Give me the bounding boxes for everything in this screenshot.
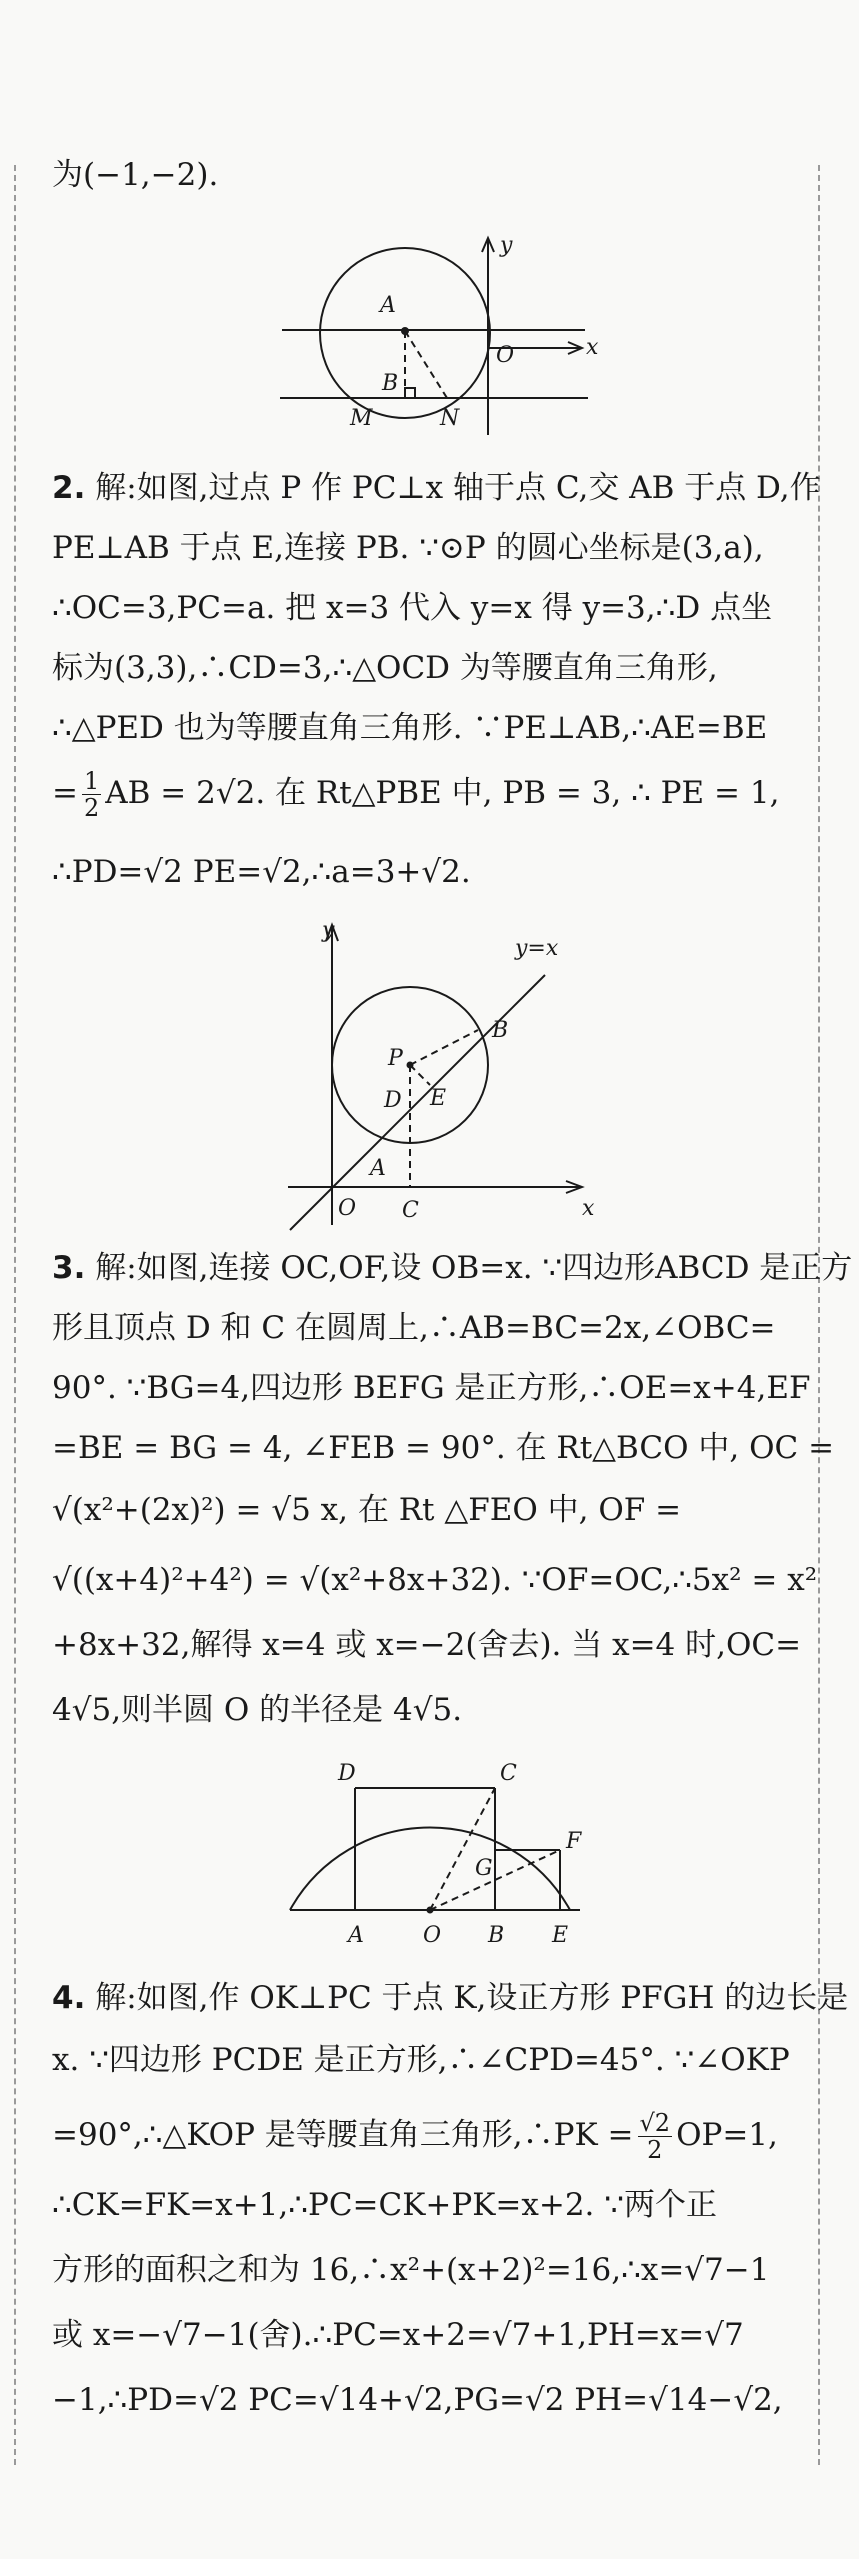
p4-line-7: −1,∴PD=√2 PC=√14+√2,PG=√2 PH=√14−√2, <box>52 2382 783 2418</box>
fig2-dash-pe <box>410 1065 430 1085</box>
p2-line-5: ∴△PED 也为等腰直角三角形. ∵PE⊥AB,∴AE=BE <box>52 710 768 746</box>
fig2-label-yx: y=x <box>515 936 559 961</box>
fig2-label-b: B <box>492 1018 509 1043</box>
p3-line-1 <box>52 1248 853 1288</box>
p4-number: 4. <box>52 1980 86 2016</box>
p3-line-8: 4√5,则半圆 O 的半径是 4√5. <box>52 1692 463 1728</box>
p3-line-7: +8x+32,解得 x=4 或 x=−2(舍去). 当 x=4 时,OC= <box>52 1627 802 1663</box>
fig2-label-e: E <box>430 1086 447 1111</box>
figure-2 <box>270 915 600 1235</box>
p2-line-7: ∴PD=√2 PE=√2,∴a=3+√2. <box>52 854 471 890</box>
p3-line-6: √((x+4)²+4²) = √(x²+8x+32). ∵OF=OC,∴5x² = x² <box>52 1562 818 1598</box>
fig1-label-o: O <box>496 343 515 368</box>
fig2-label-o: O <box>338 1196 357 1221</box>
fig1-label-y: y <box>500 233 513 258</box>
p4-fraction <box>638 2110 673 2163</box>
figure-1 <box>270 230 600 440</box>
p4-line-5: 方形的面积之和为 16,∴x²+(x+2)²=16,∴x=√7−1 <box>52 2252 770 2288</box>
fig3-label-a: A <box>348 1923 364 1948</box>
fig3-label-o: O <box>423 1923 442 1948</box>
left-margin-dashed-line <box>14 165 16 2465</box>
p3-line-5: √(x²+(2x)²) = √5 x, 在 Rt △FEO 中, OF = <box>52 1492 682 1528</box>
fig1-label-b: B <box>382 371 399 396</box>
p4-frac-bottom: 2 <box>647 2136 663 2164</box>
fig3-label-c: C <box>500 1761 517 1786</box>
right-margin-dashed-line <box>818 165 820 2465</box>
fig1-label-m: M <box>350 406 373 431</box>
p4-frac-top: √2 <box>639 2109 671 2137</box>
p2-line-4: 标为(3,3),∴CD=3,∴△OCD 为等腰直角三角形, <box>52 650 718 686</box>
fig3-label-g: G <box>475 1856 493 1881</box>
p2-line-3: ∴OC=3,PC=a. 把 x=3 代入 y=x 得 y=3,∴D 点坐 <box>52 590 773 626</box>
p2-number: 2. <box>52 470 86 506</box>
fig2-label-y: y <box>322 918 335 943</box>
fig1-right-angle <box>405 388 415 398</box>
p4-line-1 <box>52 1978 849 2018</box>
intro-line: 为(−1,−2). <box>52 157 219 193</box>
p4-text-1: 解:如图,作 OK⊥PC 于点 K,设正方形 PFGH 的边长是 <box>95 1980 849 2016</box>
p2-text-6a: = <box>52 775 78 811</box>
fig3-point-o <box>427 1907 434 1914</box>
p2-line-1 <box>52 468 821 508</box>
p3-line-3: 90°. ∵BG=4,四边形 BEFG 是正方形,∴OE=x+4,EF <box>52 1370 811 1406</box>
fig1-label-n: N <box>440 406 460 431</box>
p2-text-6b: AB = 2√2. 在 Rt△PBE 中, PB = 3, ∴ PE = 1, <box>105 775 780 811</box>
p3-line-4: =BE = BG = 4, ∠FEB = 90°. 在 Rt△BCO 中, OC = <box>52 1430 835 1466</box>
fig3-semicircle <box>290 1827 570 1910</box>
fig2-dash-pb <box>410 1030 478 1065</box>
p2-frac-bottom: 2 <box>83 794 100 822</box>
p4-text-3a: =90°,∴△KOP 是等腰直角三角形,∴PK = <box>52 2117 634 2153</box>
fig2-label-d: D <box>384 1088 402 1113</box>
fig3-dash-oc <box>430 1788 495 1910</box>
fig2-point-p <box>407 1062 414 1069</box>
fig2-label-p: P <box>388 1046 403 1071</box>
p3-number: 3. <box>52 1250 86 1286</box>
fig3-label-e: E <box>552 1923 569 1948</box>
p4-line-6: 或 x=−√7−1(舍).∴PC=x+2=√7+1,PH=x=√7 <box>52 2317 744 2353</box>
fig1-point-a <box>401 327 409 335</box>
fig3-label-d: D <box>338 1761 356 1786</box>
p2-text-1: 解:如图,过点 P 作 PC⊥x 轴于点 C,交 AB 于点 D,作 <box>95 470 821 506</box>
p2-line-6 <box>52 768 792 821</box>
p3-line-2: 形且顶点 D 和 C 在圆周上,∴AB=BC=2x,∠OBC= <box>52 1310 776 1346</box>
p4-text-3b: OP=1, <box>676 2117 778 2153</box>
fig2-label-a: A <box>370 1156 386 1181</box>
p2-line-2: PE⊥AB 于点 E,连接 PB. ∵⊙P 的圆心坐标是(3,a), <box>52 530 764 566</box>
fig1-label-a: A <box>380 293 396 318</box>
p4-line-4: ∴CK=FK=x+1,∴PC=CK+PK=x+2. ∵两个正 <box>52 2187 717 2223</box>
figure-3 <box>270 1750 600 1960</box>
p4-line-3 <box>52 2110 792 2163</box>
fig1-label-x: x <box>586 335 599 360</box>
fig3-label-b: B <box>488 1923 505 1948</box>
p2-fraction <box>82 768 101 821</box>
p2-frac-top: 1 <box>83 767 100 795</box>
fig3-label-f: F <box>566 1829 582 1854</box>
p3-text-1: 解:如图,连接 OC,OF,设 OB=x. ∵四边形ABCD 是正方 <box>95 1250 853 1286</box>
fig2-label-x: x <box>582 1196 595 1221</box>
fig2-line-yx <box>290 975 545 1230</box>
p4-line-2: x. ∵四边形 PCDE 是正方形,∴∠CPD=45°. ∵∠OKP <box>52 2042 790 2078</box>
fig2-label-c: C <box>402 1198 419 1223</box>
